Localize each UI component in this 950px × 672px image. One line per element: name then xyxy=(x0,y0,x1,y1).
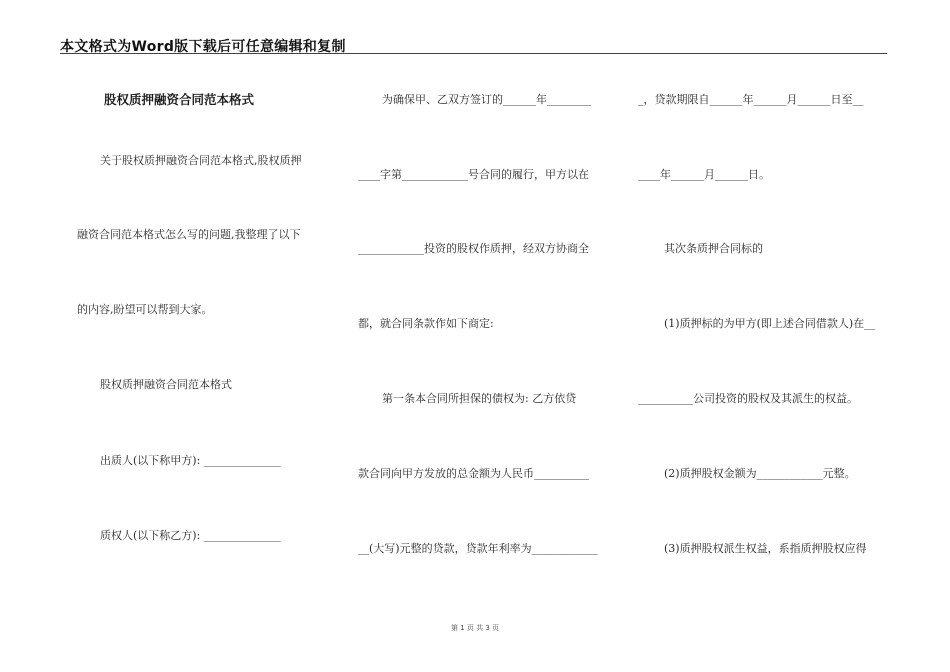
paragraph-line: 都，就合同条款作如下商定: xyxy=(358,317,494,330)
paragraph-line: (1)质押标的为甲方(即上述合同借款人)在__ xyxy=(664,317,876,330)
paragraph-line: 的内容,盼望可以帮到大家。 xyxy=(77,303,213,316)
document-title: 股权质押融资合同范本格式 xyxy=(104,92,255,107)
page-number: 第 1 页 共 3 页 xyxy=(450,624,500,632)
paragraph-line: ____年______月______日。 xyxy=(638,168,770,181)
paragraph-line: (3)质押股权派生权益，系指质押股权应得 xyxy=(664,542,867,555)
paragraph-line: 融资合同范本格式怎么写的问题,我整理了以下 xyxy=(77,228,301,241)
paragraph-line: 为确保甲、乙双方签订的______年________ xyxy=(382,93,591,106)
paragraph-line: (2)质押股权金额为____________元整。 xyxy=(664,467,856,480)
paragraph-line: __(大写)元整的贷款，贷款年利率为____________ xyxy=(358,542,598,555)
pledgee-line: 质权人(以下称乙方): ______________ xyxy=(100,529,281,542)
paragraph-line: ____________投资的股权作质押，经双方协商全 xyxy=(358,242,589,255)
paragraph-line: __________公司投资的股权及其派生的权益。 xyxy=(638,392,858,405)
paragraph-line: _，贷款期限自______年______月______日至__ xyxy=(638,93,864,106)
paragraph-line: 关于股权质押融资合同范本格式,股权质押 xyxy=(100,154,302,167)
header-divider xyxy=(60,53,887,54)
section-heading: 股权质押融资合同范本格式 xyxy=(100,378,232,391)
pledgor-line: 出质人(以下称甲方): ______________ xyxy=(100,454,281,467)
clause-heading: 其次条质押合同标的 xyxy=(664,242,763,255)
paragraph-line: 款合同向甲方发放的总金额为人民币__________ xyxy=(358,467,589,480)
paragraph-line: ____字第____________号合同的履行，甲方以在 xyxy=(358,168,589,181)
document-header: 本文格式为Word版下载后可任意编辑和复制 xyxy=(60,39,346,55)
clause-heading: 第一条本合同所担保的债权为: 乙方依贷 xyxy=(382,392,577,405)
